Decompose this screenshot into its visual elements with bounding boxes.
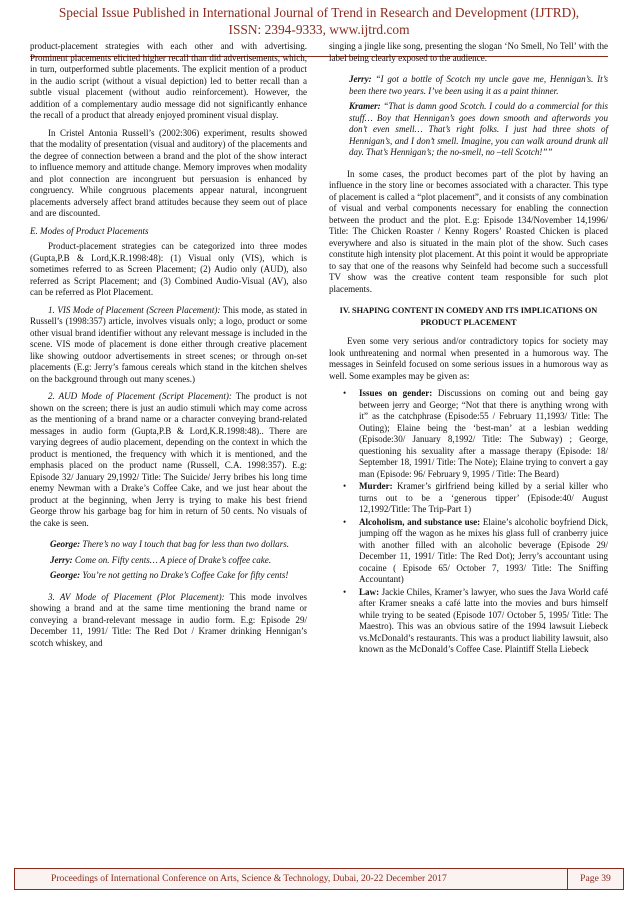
paragraph-text: The product is not shown on the screen; there is just an audio stimuli which may come across as the mentioning of a brand name or a character conveying brand-related messages in audio form (Gupta,P.B & Lord,K.R.1998:48).. There are varying degrees of audio placement, depending on the context in which the product is mentioned, the frequency with which it is mentioned, and the emphasis placed on the product name (Russell, C.A. 1998:357). E.g: Episode 32/ January 29,1992/ Title: The Suicide/ Jerry bribes his long time enemy Newman with a Drake’s Coffee Cake, and we just hear about the product at the beginning, when Jerry is trying to make his best friend George throw his garbage bag for him in return of 50 cents. No visuals of the cake is seen. (30, 391, 307, 528)
paragraph: product-placement strategies with each other and with advertising. Prominent placements elicited higher recall than did advertisements, which, in turn, outperformed subtle placements. The explicit mention of a product in the audio script (without a visual depiction) led to better recall than a subtle visual placement (without audio reinforcement). However, the addition of a complementary audio message did not significantly enhance the recall of a product that already enjoyed prominent visual display. (30, 41, 307, 120)
line-text: You’re not getting no Drake’s Coffee Cake for fifty cents! (80, 570, 289, 580)
line-text: “That is damn good Scotch. I could do a commercial for this stuff… Boy that Hennigan’s goes down smooth and afterwords you don’t even smell… That’s right folks. I just had three shots of Hennigan’s, and I don’t smell. Imagine, you can walk around drunk all day. That’s Hennigan’s; the no-smell, no –tell Scotch!”” (349, 101, 608, 157)
footer-proceedings: Proceedings of International Conference on Arts, Science & Technology, Dubai, 20-22 December 2017 (51, 873, 447, 884)
paragraph-text: This mode involves showing a brand and at the same time mentioning the brand name or conveying a brand-relevant message in audio form. E.g: Episode 29/ December 11, 1991/ Title: The Red Dot / Kramer drinking Hennigan’s scotch whiskey, and (30, 591, 307, 648)
speaker: Kramer: (349, 101, 381, 111)
bullet-list (341, 388, 608, 656)
list-item (341, 481, 608, 516)
dialogue-line (50, 570, 307, 582)
line-text: There’s no way I touch that bag for less than two dollars. (80, 539, 289, 549)
speaker: Jerry: (50, 554, 73, 565)
subsection-heading: 2. AUD Mode of Placement (Script Placement): (48, 391, 232, 401)
dialogue-quote (349, 74, 608, 159)
subsection-heading: 1. VIS Mode of Placement (Screen Placement): (48, 304, 221, 315)
line-text: “I got a bottle of Scotch my uncle gave me, Hennigan’s. It’s been there two years. I’ve been using it as a paint thinner. (349, 74, 608, 96)
bullet-icon: • (343, 516, 347, 527)
paragraph: In some cases, the product becomes part of the plot by having an influence in the story line or becomes associated with a character. This type of placement is called a “plot placement”, and it consists of any combination of visual and verbal components necessary for enabling the connection between the product and the plot. E.g: Episode 134/November 14,1996/ Title: The Chicken Roaster / Kenny Rogers’ Roasted Chicken is placed everywhere and also is situated in the main plot of the show. Such cases constitute high intensity plot placement. At this point it would be appropriate to say that one of the reasons why Seinfeld had become such a successfull TV show was the creative content team responsible for such plot placements. (329, 168, 608, 294)
item-text: Jackie Chiles, Kramer’s lawyer, who sues the Java World café after Kramer sneaks a café latte into the movies and burs himself while trying to be seated (Episode 107/ October 5, 1995/ Title: The Maestro). This was an obvious satire of the 1994 lawsuit Liebeck vs.McDonald’s restaurants. This was a product liability lawsuit, also known as the McDonald’s Coffee Case. Plaintiff Stella Liebeck (359, 586, 608, 654)
page-footer (14, 868, 624, 890)
bullet-icon: • (343, 586, 347, 597)
paragraph-text: This mode, as stated in Russell’s (1998:357) article, involves visuals only; a logo, product or some other visual brand identifier without any relevant message is included in the scene. VIS mode of placement is done either through creative placement like showing outdoor advertisements in street scenes; or through on-set placements (E.g: Jerry’s famous cereals which stand in the kitchen shelves on the background through out many scenes.) (30, 304, 308, 384)
item-text: Kramer’s girlfriend being killed by a serial killer who turns out to be a ‘generous tipper’ (Episode:40/ August 12,1992/Title: The Trip-Part 1) (359, 481, 608, 514)
speaker: Jerry: (349, 74, 372, 84)
list-item (341, 388, 608, 480)
paragraph: singing a jingle like song, presenting the slogan ‘No Smell, No Tell’ with the label being clearly exposed to the audience. (329, 41, 608, 63)
right-column (329, 41, 608, 657)
item-text: Discussions on coming out and being gay between jerry and George; “Not that there is anything wrong with it” as the catchphrase (Episode:55 / February 11,1993/ Title: The Outing); Elaine being the ‘best-man’ at a lesbian wedding (Episode:30/ January 8,1992/ Title: The Subway) ; George, questioning his sexuality after a massage therapy (Episode: 18/ September 18, 1991/ Title: The Note); Elaine trying to convert a gay man (Episode: 96/ February 9, 1995 / Title: The Beard) (359, 388, 608, 479)
section-heading: E. Modes of Product Placements (30, 225, 149, 236)
paragraph: In Cristel Antonia Russell’s (2002:306) experiment, results showed that the modality of presentation (visual and auditory) of the placements and the degree of connection between a brand and the plot of the show interact to influence memory and attitude change. Memory improves when modality and plot connection are incongruent but persuasion is enhanced by congruency. While congruous placements appear natural, incongruent placements adversely affect brand attitudes because they seem out of place and are discounted. (30, 127, 307, 218)
journal-issn: ISSN: 2394-9333, www.ijtrd.com (228, 22, 410, 37)
item-lead: Alcoholism, and substance use: (359, 516, 481, 527)
dialogue-quote (50, 539, 307, 582)
speaker: George: (50, 570, 81, 580)
section-heading: IV. SHAPING CONTENT IN COMEDY AND ITS IMPLICATIONS ON PRODUCT PLACEMENT (339, 306, 598, 327)
journal-title: Special Issue Published in International Journal of Trend in Research and Development (IJTRD), (58, 5, 580, 20)
dialogue-line (349, 74, 608, 97)
bullet-icon: • (343, 481, 347, 491)
item-text: Elaine’s alcoholic boyfriend Dick, jumping off the wagon as he mixes his glass full of cranberry juice with another filled with an alcoholic beverage (Episode 29/ December 11, 1991/ Title: The Red Dot); Jerry’s accountant using cocaine ( Episode 65/ October 7, 1993/ Title: The Sniffing Accountant) (359, 516, 608, 584)
item-lead: Issues on gender: (359, 388, 433, 398)
paragraph (30, 305, 307, 386)
dialogue-line (50, 539, 307, 551)
dialogue-line (50, 555, 307, 567)
list-item (341, 517, 608, 586)
page-header (0, 4, 638, 38)
paragraph (30, 391, 307, 529)
list-item (341, 587, 608, 656)
paragraph: Even some very serious and/or contradictory topics for society may look unthreatening and normal when presented in a humorous way. The messages in Seinfeld focused on some serious issues in a humorous way as well. Some examples may be given as: (329, 336, 608, 381)
dialogue-line (349, 101, 608, 159)
page-number: Page 39 (567, 869, 623, 889)
paragraph: Product-placement strategies can be categorized into three modes (Gupta,P.B & Lord,K.R.1998:48): (1) Visual only (VIS), which is sometimes referred to as Screen Placement; (2) Audio only (AUD), also referred as Script Placement; and (3) Combined Audio-Visual (AV), also can be referred as Plot Placement. (30, 241, 307, 297)
left-column (30, 41, 307, 649)
item-lead: Murder: (359, 481, 393, 491)
speaker: George: (50, 539, 81, 549)
line-text: Come on. Fifty cents… A piece of Drake’s coffee cake. (72, 554, 272, 565)
paragraph (30, 592, 307, 650)
bullet-icon: • (343, 388, 347, 398)
subsection-heading: 3. AV Mode of Placement (Plot Placement): (48, 591, 225, 602)
item-lead: Law: (359, 586, 380, 597)
